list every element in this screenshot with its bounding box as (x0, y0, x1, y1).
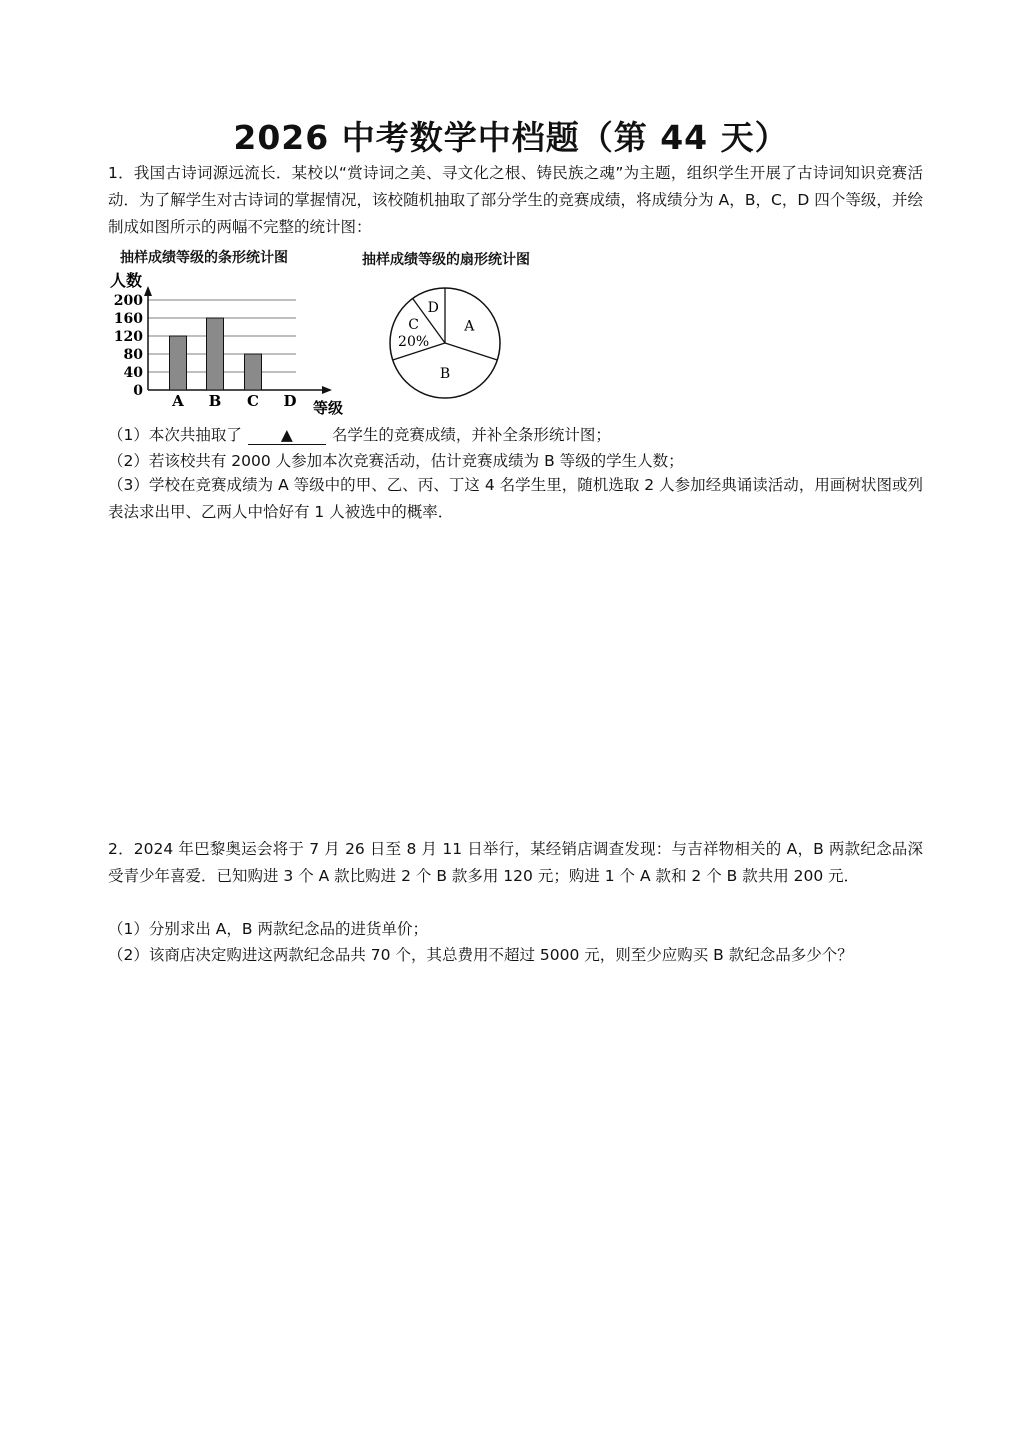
y-axis-arrow (144, 286, 152, 296)
q2-part1: （1）分别求出 A，B 两款纪念品的进货单价； (108, 920, 428, 938)
bar-C (245, 354, 262, 390)
bar-A (170, 336, 187, 390)
y-tick-label: 0 (133, 383, 143, 399)
y-tick-label: 120 (113, 329, 143, 345)
y-tick-label: 40 (123, 365, 143, 381)
pie-slice-label-A: A (464, 318, 475, 335)
x-tick-label: C (247, 392, 259, 410)
bar-B (207, 318, 224, 390)
q1-part3: （3）学校在竞赛成绩为 A 等级中的甲、乙、丙、丁这 4 名学生里，随机选取 2 人参加经典诵读活动，用画树状图或列表法求出甲、乙两人中恰好有 1 人被选中的概率． (108, 476, 923, 521)
q1-part1-post: 名学生的竞赛成绩，并补全条形统计图； (331, 426, 611, 444)
x-tick-label: A (172, 392, 184, 410)
x-tick-label: B (208, 392, 222, 410)
bar-chart-title: 抽样成绩等级的条形统计图 (120, 250, 288, 266)
pie-slice-label-B: B (439, 366, 451, 382)
y-tick-label: 200 (113, 293, 143, 309)
y-tick-label: 80 (123, 347, 143, 363)
q1-part1 (108, 423, 611, 445)
answer-blank: ▲ (248, 426, 326, 445)
q2-part2: （2）该商店决定购进这两款纪念品共 70 个，其总费用不超过 5000 元，则至少应购买 B 款纪念品多少个？ (108, 946, 853, 964)
pie-chart (385, 283, 505, 403)
x-tick-label: D (283, 392, 297, 410)
q1-intro: 1．我国古诗词源远流长．某校以“赏诗词之美、寻文化之根、铸民族之魂”为主题，组织学生开展了古诗词知识竞赛活动．为了解学生对古诗词的掌握情况，该校随机抽取了部分学生的竞赛成绩，将成绩分为 A，B，C，D 四个等级，并绘制成如图所示的两幅不完整的统计图： (108, 164, 923, 236)
q2-intro: 2．2024 年巴黎奥运会将于 7 月 26 日至 8 月 11 日举行，某经销店调查发现：与吉祥物相关的 A，B 两款纪念品深受青少年喜爱．已知购进 3 个 A 款比购进 2 个 B 款多用 120 元；购进 1 个 A 款和 2 个 B 款共用 200 元． (108, 840, 923, 885)
x-axis-label: 等级 (313, 399, 344, 417)
q1-part2: （2）若该校共有 2000 人参加本次竞赛活动，估计竞赛成绩为 B 等级的学生人数； (108, 452, 684, 470)
y-tick-label: 160 (113, 311, 143, 327)
pie-chart-title: 抽样成绩等级的扇形统计图 (362, 252, 530, 268)
page-title: 2026 中考数学中档题（第 44 天） (233, 118, 789, 157)
y-axis-label: 人数 (110, 271, 143, 290)
pie-slice-label-D: D (427, 299, 439, 316)
q1-part1-pre: （1）本次共抽取了 (108, 426, 242, 444)
pie-slice-label-C: C (408, 316, 419, 333)
bar-chart (108, 268, 358, 418)
x-axis-arrow (322, 386, 332, 394)
pie-slice-percent-C: 20% (398, 333, 430, 350)
